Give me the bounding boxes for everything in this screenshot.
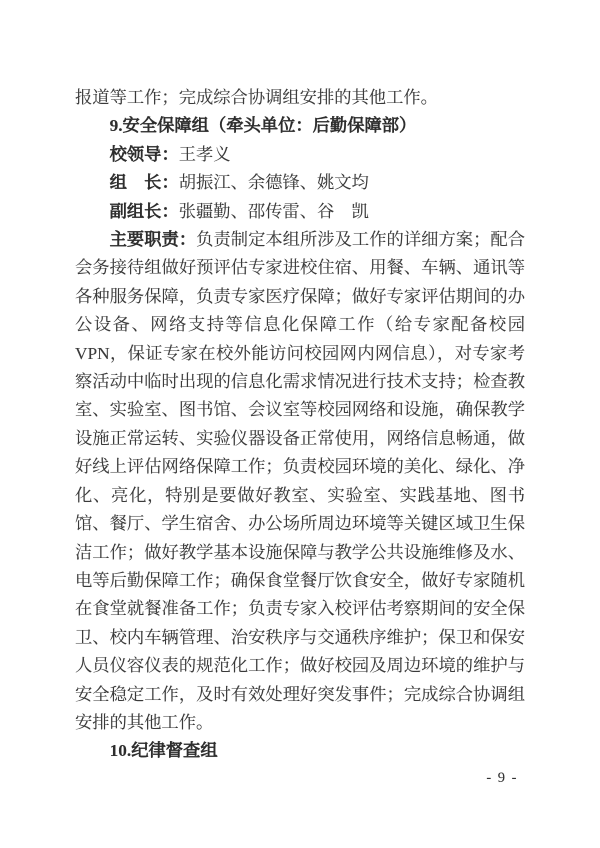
- page-number: - 9 -: [486, 770, 518, 786]
- school-leader-line: [75, 141, 525, 169]
- duties-label: 主要职责：: [109, 230, 197, 250]
- group-head-value: 胡振江、余德锋、姚文均: [178, 173, 369, 193]
- deputy-head-value: 张疆勤、邵传雷、谷 凯: [178, 201, 369, 221]
- section-10-heading: 10.纪律督查组: [109, 741, 218, 761]
- school-leader-label: 校领导：: [109, 144, 179, 164]
- paragraph-continuation: 报道等工作；完成综合协调组安排的其他工作。: [75, 88, 438, 107]
- group-head-label: 组 长：: [109, 173, 179, 193]
- deputy-head-line: [75, 198, 525, 226]
- duties-text: 负责制定本组所涉及工作的详细方案；配合会务接待组做好预评估专家进校住宿、用餐、车辆、通讯等各种服务保障，负责专家医疗保障；做好专家评估期间的办公设备、网络支持等信息化保障工作（给专家配备校园 VPN，保证专家在校外能访问校园网内网信息），对专家考察活动中临时出现的信息化需求情况进行技术支持；检查教室、实验室、图书馆、会议室等校园网络和设施，确保教学设施正常运转、实验仪器设备正常使用，网络信息畅通，做好线上评估网络保障工作；负责校园环境的美化、绿化、净化、亮化，特别是要做好教室、实验室、实践基地、图书馆、餐厅、学生宿舍、办公场所周边环境等关键区域卫生保洁工作；做好教学基本设施保障与教学公共设施维修及水、电等后勤保障工作；确保食堂餐厅饮食安全，做好专家随机在食堂就餐准备工作；负责专家入校评估考察期间的安全保卫、校内车辆管理、治安秩序与交通秩序维护；保卫和保安人员仪容仪表的规范化工作；做好校园及周边环境的维护与安全稳定工作，及时有效处理好突发事件；完成综合协调组安排的其他工作。: [75, 230, 525, 732]
- document-body: [75, 84, 525, 766]
- section-9-heading: 9.安全保障组（牵头单位：后勤保障部）: [109, 116, 417, 136]
- group-head-line: [75, 169, 525, 197]
- duties-paragraph: [75, 226, 525, 737]
- deputy-head-label: 副组长：: [109, 201, 179, 221]
- school-leader-value: 王孝义: [178, 144, 231, 164]
